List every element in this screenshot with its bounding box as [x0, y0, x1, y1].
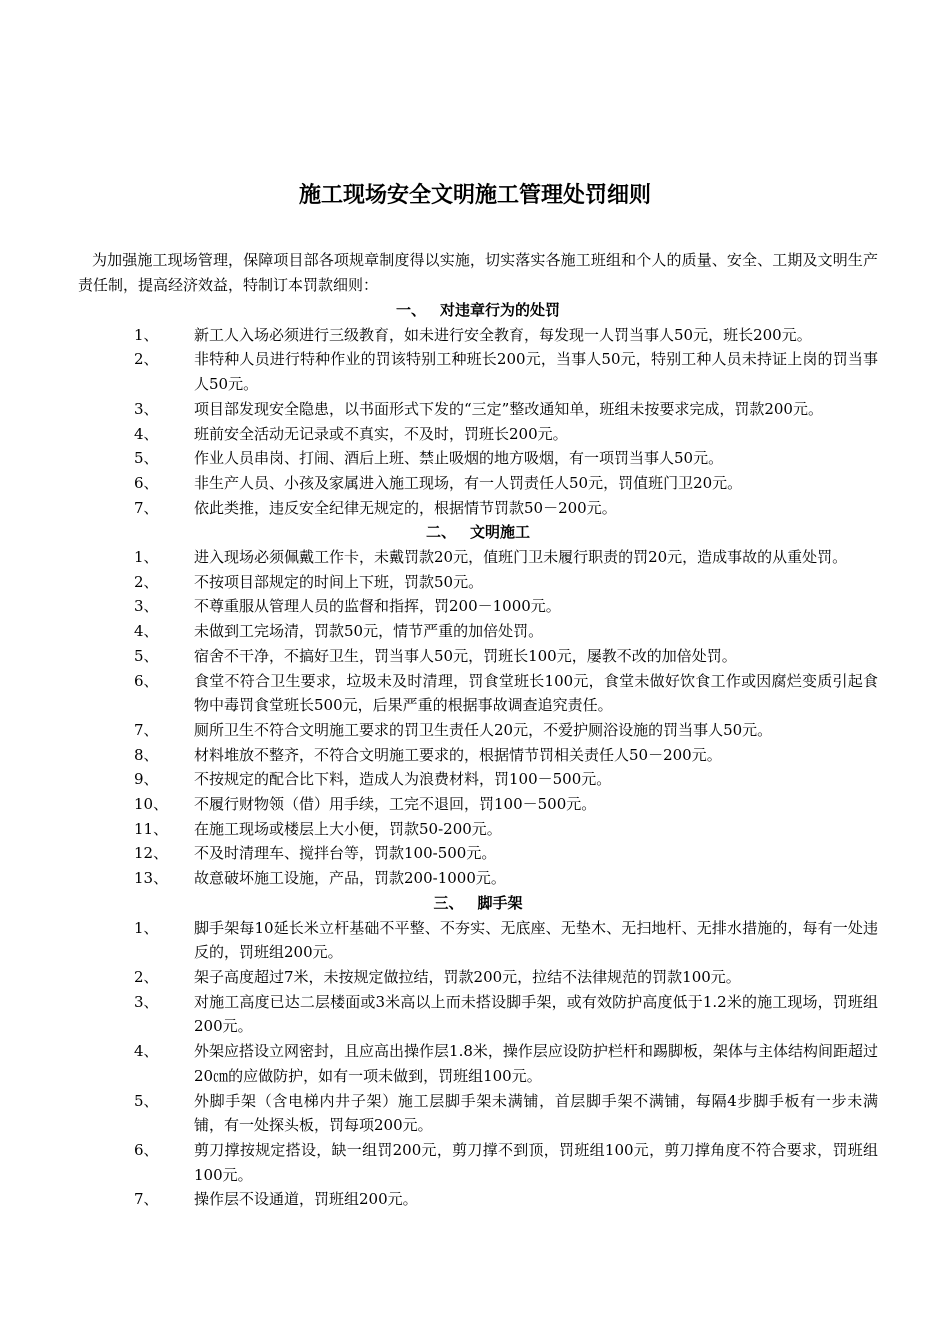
item-text: 外脚手架（含电梯内井子架）施工层脚手架未满铺，首层脚手架不满铺，每隔4步脚手板有一步未满铺，有一处探头板，罚每项200元。 [194, 1091, 878, 1135]
item-text: 材料堆放不整齐，不符合文明施工要求的，根据情节罚相关责任人50－200元。 [194, 745, 722, 764]
item-number: 9、 [134, 770, 159, 789]
list-item [78, 619, 878, 644]
item-text: 宿舍不干净，不搞好卫生，罚当事人50元，罚班长100元，屡教不改的加倍处罚。 [194, 646, 737, 665]
item-number: 1、 [134, 918, 159, 937]
item-number: 3、 [134, 399, 159, 418]
item-text: 不履行财物领（借）用手续，工完不退回，罚100－500元。 [194, 795, 597, 814]
list-item [78, 471, 878, 496]
section-number: 二、 [425, 523, 456, 542]
item-number: 5、 [134, 449, 159, 468]
list-item [78, 743, 878, 768]
section-title: 文明施工 [470, 523, 531, 542]
list-item [78, 594, 878, 619]
section-scaffolding [78, 891, 878, 1212]
item-number: 7、 [134, 1190, 159, 1209]
item-text: 操作层不设通道，罚班组200元。 [194, 1190, 418, 1209]
item-number: 4、 [134, 1042, 159, 1061]
item-text: 不及时清理车、搅拌台等，罚款100-500元。 [194, 844, 497, 863]
list-item [78, 669, 878, 718]
list-item [78, 323, 878, 348]
item-text: 不尊重服从管理人员的监督和指挥，罚200－1000元。 [194, 597, 561, 616]
item-number: 2、 [134, 572, 159, 591]
list-item [78, 1138, 878, 1187]
item-text: 不按规定的配合比下料，造成人为浪费材料，罚100－500元。 [194, 770, 612, 789]
item-number: 3、 [134, 992, 159, 1011]
section-civilized-construction [78, 520, 878, 891]
item-text: 非生产人员、小孩及家属进入施工现场，有一人罚责任人50元，罚值班门卫20元。 [194, 473, 743, 492]
item-text: 架子高度超过7米，未按规定做拉结，罚款200元，拉结不法律规范的罚款100元。 [194, 967, 741, 986]
item-number: 2、 [134, 350, 159, 369]
item-number: 8、 [134, 745, 159, 764]
list-item [78, 422, 878, 447]
section-heading [78, 298, 878, 323]
item-number: 7、 [134, 498, 159, 517]
list-item [78, 866, 878, 891]
list-item [78, 718, 878, 743]
item-number: 12、 [134, 844, 169, 863]
item-text: 厕所卫生不符合文明施工要求的罚卫生责任人20元，不爱护厕浴设施的罚当事人50元。 [194, 720, 773, 739]
list-item [78, 965, 878, 990]
item-text: 在施工现场或楼层上大小便，罚款50-200元。 [194, 819, 502, 838]
list-item [78, 570, 878, 595]
list-item [78, 916, 878, 965]
item-text: 非特种人员进行特种作业的罚该特别工种班长200元，当事人50元，特别工种人员未持证上岗的罚当事人50元。 [194, 350, 878, 394]
item-text: 外架应搭设立网密封，且应高出操作层1.8米，操作层应设防护栏杆和踢脚板，架体与主体结构间距超过20㎝的应做防护，如有一项未做到，罚班组100元。 [194, 1042, 878, 1085]
item-number: 6、 [134, 1140, 159, 1159]
list-item [78, 496, 878, 521]
item-text: 食堂不符合卫生要求，垃圾未及时清理，罚食堂班长100元，食堂未做好饮食工作或因腐烂变质引起食物中毒罚食堂班长500元，后果严重的根据事故调查追究责任。 [194, 671, 878, 715]
item-number: 6、 [134, 473, 159, 492]
item-number: 1、 [134, 548, 159, 567]
intro-paragraph: 为加强施工现场管理，保障项目部各项规章制度得以实施，切实落实各施工班组和个人的质量、安全、工期及文明生产责任制，提高经济效益，特制订本罚款细则： [78, 251, 878, 294]
item-text: 故意破坏施工设施，产品，罚款200-1000元。 [194, 869, 506, 888]
item-number: 5、 [134, 1091, 159, 1110]
list-item [78, 644, 878, 669]
document-body [78, 248, 878, 1212]
item-number: 4、 [134, 424, 159, 443]
list-item [78, 990, 878, 1039]
document-title: 施工现场安全文明施工管理处罚细则 [298, 183, 651, 208]
section-heading [78, 520, 878, 545]
section-number: 一、 [395, 301, 426, 319]
item-text: 进入现场必须佩戴工作卡，未戴罚款20元，值班门卫未履行职责的罚20元，造成事故的从重处罚。 [194, 548, 848, 567]
item-number: 13、 [134, 869, 169, 888]
list-item [78, 1187, 878, 1212]
list-item [78, 545, 878, 570]
item-text: 脚手架每10延长米立杆基础不平整、不夯实、无底座、无垫木、无扫地杆、无排水措施的，每有一处违反的，罚班组200元。 [194, 918, 878, 962]
item-number: 11、 [134, 819, 169, 838]
item-text: 作业人员串岗、打闹、酒后上班、禁止吸烟的地方吸烟，有一项罚当事人50元。 [194, 449, 724, 468]
section-violations [78, 298, 878, 520]
item-number: 10、 [134, 795, 169, 814]
item-text: 剪刀撑按规定搭设，缺一组罚200元，剪刀撑不到顶，罚班组100元，剪刀撑角度不符合要求，罚班组100元。 [194, 1140, 878, 1184]
list-item [78, 1039, 878, 1088]
item-number: 4、 [134, 622, 159, 641]
list-item [78, 347, 878, 396]
section-number: 三、 [433, 893, 464, 912]
item-text: 对施工高度已达二层楼面或3米高以上而未搭设脚手架，或有效防护高度低于1.2米的施工现场，罚班组200元。 [194, 992, 878, 1036]
list-item [78, 767, 878, 792]
list-item [78, 841, 878, 866]
item-text: 未做到工完场清，罚款50元，情节严重的加倍处罚。 [194, 622, 544, 641]
item-number: 7、 [134, 720, 159, 739]
list-item [78, 1089, 878, 1138]
item-text: 不按项目部规定的时间上下班，罚款50元。 [194, 572, 484, 591]
section-heading [78, 891, 878, 916]
item-text: 班前安全活动无记录或不真实，不及时，罚班长200元。 [194, 424, 568, 443]
list-item [78, 446, 878, 471]
list-item [78, 817, 878, 842]
item-text: 依此类推，违反安全纪律无规定的，根据情节罚款50－200元。 [194, 498, 617, 517]
section-title: 脚手架 [477, 893, 523, 912]
item-text: 新工人入场必须进行三级教育，如未进行安全教育，每发现一人罚当事人50元，班长200元。 [194, 325, 812, 344]
item-number: 3、 [134, 597, 159, 616]
list-item [78, 792, 878, 817]
item-number: 1、 [134, 325, 159, 344]
section-title: 对违章行为的处罚 [440, 301, 561, 319]
item-text: 项目部发现安全隐患，以书面形式下发的“三定”整改通知单，班组未按要求完成，罚款200元。 [194, 399, 823, 418]
item-number: 6、 [134, 671, 159, 690]
item-number: 5、 [134, 646, 159, 665]
item-number: 2、 [134, 967, 159, 986]
list-item [78, 397, 878, 422]
